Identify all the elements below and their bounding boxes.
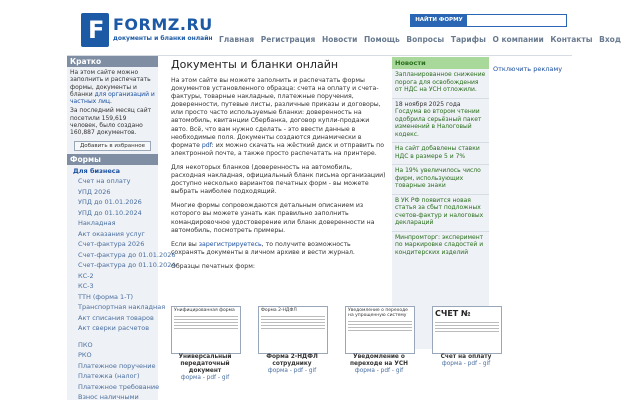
register-link[interactable]: зарегистрируетесь: [198, 240, 262, 248]
nav-register[interactable]: Регистрация: [260, 35, 316, 44]
register-paragraph: [171, 241, 386, 257]
news-item[interactable]: [392, 232, 489, 261]
samples-title: Образцы печатных форм:: [171, 262, 255, 270]
sidebar-item[interactable]: КС-3: [78, 282, 94, 291]
news-item[interactable]: [392, 99, 489, 144]
sidebar-item[interactable]: Счет на оплату: [78, 177, 131, 186]
page: [67, 5, 621, 402]
about-text: На этом сайте можно заполнить и распечатать формы, документы и бланки для организаций и частных лиц. За последний месяц сайт посетили 159,619 человек, было создано 160,887 документов.: [70, 69, 155, 137]
description-paragraph: Многие формы сопровождаются детальным описанием из которого вы можете узнать как правильно заполнить командировочное удостоверение или бланк доверенности на автомобиль, посмотреть примеры.: [171, 202, 375, 234]
nav-tariffs[interactable]: Тарифы: [450, 35, 486, 44]
tagline: документы и бланки онлайн: [113, 35, 213, 42]
sidebar-item-business[interactable]: Для бизнеса: [73, 166, 120, 175]
thumb-upd-links[interactable]: форма - pdf - gif: [180, 375, 230, 381]
sidebar-item[interactable]: Счет-фактура до 01.10.2024: [78, 261, 176, 270]
sidebar-item[interactable]: Акт списания товаров: [78, 313, 154, 322]
news-date: 18 ноября 2025 года: [395, 100, 461, 108]
header: [67, 5, 621, 56]
thumb-2ndfl-links[interactable]: форма - pdf - gif: [267, 368, 317, 374]
nav-about[interactable]: О компании: [492, 35, 544, 44]
thumb-upd[interactable]: [171, 306, 241, 354]
sidebar-item[interactable]: Акт оказания услуг: [78, 229, 145, 238]
news-title[interactable]: В УК РФ появится новая статья за сбыт подложных счетов-фактур и налоговых деклараций: [395, 196, 484, 226]
sidebar-item[interactable]: Платежное поручение: [78, 361, 156, 370]
add-favorites-button[interactable]: Добавить в избранное: [74, 141, 151, 151]
sidebar-item[interactable]: ТТН (форма 1-Т): [78, 292, 134, 301]
news-title[interactable]: Запланированное снижение порога для освобождения от НДС на УСН отложили.: [395, 71, 486, 93]
variants-paragraph: Для некоторых бланков (доверенность на автомобиль, расходная накладная, официальный бланк письма организации) доступно несколько вариантов печатных форм - вы можете выбрать наиболее подходящий.: [171, 163, 386, 196]
news-title[interactable]: На сайт добавлены ставки НДС в размере 5 и 7%: [395, 145, 480, 160]
forms-heading: Формы: [67, 154, 158, 165]
thumb-invoice-caption: [426, 354, 506, 368]
nav-news[interactable]: Новости: [322, 35, 358, 44]
sidebar-item[interactable]: Счет-фактура до 01.01.2026: [78, 250, 176, 259]
search-button[interactable]: НАЙТИ ФОРМУ: [411, 15, 467, 26]
search-input[interactable]: [410, 14, 567, 27]
logo-letter: F: [88, 16, 105, 44]
sample-forms: [171, 306, 566, 400]
disable-ads-link[interactable]: Отключить рекламу: [493, 65, 563, 73]
news-item[interactable]: [392, 195, 489, 232]
intro-text-a: На этом сайте вы можете заполнить и распечатать формы документов установленного образца: счета на оплату и счета-фактуры, товарные накладные, платежные поручения, доверенности, путевые листы, различные приказы и договоры, или просто часто используемые бланки: доверенность на автомобиль, квитанции Сбербанка, договор купли-продажи авто. Всё, что вам нужно сделать - это ввести данные в необходимые поля. Документы создаются динамически в формате: [171, 77, 381, 149]
sidebar-item[interactable]: УПД до 01.01.2026: [78, 198, 142, 207]
main-content: [171, 56, 386, 277]
sidebar-item[interactable]: РКО: [78, 351, 92, 360]
sidebar-item[interactable]: УПД до 01.10.2024: [78, 208, 142, 217]
sidebar-item[interactable]: ПКО: [78, 340, 93, 349]
sidebar-item[interactable]: Взнос наличными: [78, 393, 139, 402]
thumb-upd-title[interactable]: Универсальный передаточный документ: [178, 354, 232, 374]
thumb-invoice-head: СЧЕТ №: [435, 309, 471, 318]
thumb-2ndfl-caption: [252, 354, 332, 375]
news-heading: Новости: [392, 57, 489, 69]
brand-name[interactable]: FORMZ.RU: [113, 15, 213, 34]
nav-help[interactable]: Помощь: [364, 35, 400, 44]
thumb-2ndfl[interactable]: [258, 306, 328, 354]
about-stats: За последний месяц сайт посетили 159,619 человек, было создано 160,887 документов.: [70, 107, 152, 137]
sidebar-item[interactable]: Счет-фактура 2026: [78, 240, 145, 249]
sidebar-item[interactable]: Платежное требование: [78, 382, 160, 391]
nav-login[interactable]: Вход: [599, 35, 621, 44]
thumb-2ndfl-head: Форма 2-НДФЛ: [261, 308, 297, 313]
thumb-usn-head: Уведомление о переходе на упрощенную систему: [348, 308, 408, 318]
sidebar-item[interactable]: Накладная: [78, 219, 116, 228]
news-title[interactable]: Госдума во втором чтении одобрила серьёзный пакет изменений в Налоговый кодекс.: [395, 108, 482, 138]
site-logo[interactable]: [81, 13, 109, 47]
sidebar-item[interactable]: Транспортная накладная: [78, 303, 166, 312]
thumb-invoice[interactable]: [432, 306, 502, 354]
thumb-usn[interactable]: [345, 306, 415, 354]
sidebar-item[interactable]: УПД 2026: [78, 187, 111, 196]
thumb-upd-caption: [165, 354, 245, 382]
news-item[interactable]: [392, 143, 489, 165]
sidebar-item[interactable]: КС-2: [78, 271, 94, 280]
intro-paragraph: [171, 77, 386, 158]
register-text-a: Если вы: [171, 240, 197, 248]
sidebar: [67, 56, 176, 402]
thumb-2ndfl-title[interactable]: Форма 2-НДФЛ сотруднику: [266, 354, 318, 367]
nav-questions[interactable]: Вопросы: [406, 35, 445, 44]
about-text-1: На этом сайте можно заполнить и распечатать формы, документы и бланки: [70, 69, 151, 98]
thumb-usn-title[interactable]: Уведомление о переходе на УСН: [350, 354, 408, 367]
main-nav: [219, 35, 625, 44]
page-title: Документы и бланки онлайн: [171, 58, 339, 71]
nav-home[interactable]: Главная: [219, 35, 255, 44]
thumb-invoice-title[interactable]: Счет на оплату: [440, 354, 492, 360]
news-title[interactable]: На 19% увеличилось число фирм, использующих товарные знаки: [395, 167, 481, 189]
forms-list: [67, 165, 176, 404]
nav-contacts[interactable]: Контакты: [550, 35, 593, 44]
about-heading: Кратко: [67, 56, 158, 67]
thumb-usn-caption: [339, 354, 419, 375]
thumb-upd-head: Унифицированная форма: [174, 308, 235, 313]
news-item[interactable]: [392, 69, 489, 99]
intro-text-b: : их можно скачать на жёсткий диск и отправить по электронной почте, а также просто распечатать на принтере.: [171, 141, 384, 157]
thumb-usn-links[interactable]: форма - pdf - gif: [354, 368, 404, 374]
register-text-b: , то получите возможность сохранять документы в личном архиве и вести журнал.: [171, 240, 355, 256]
sidebar-item[interactable]: Акт сверки расчетов: [78, 324, 150, 333]
pdf-link[interactable]: pdf: [201, 141, 212, 149]
sidebar-item[interactable]: Платежка (налог): [78, 372, 140, 381]
thumb-invoice-links[interactable]: форма - pdf - gif: [441, 361, 491, 367]
news-item[interactable]: [392, 165, 489, 195]
news-title[interactable]: Минпромторг: эксперимент по маркировке сладостей и кондитерских изделий: [395, 233, 484, 256]
about-link[interactable]: для организаций и частных лиц: [70, 90, 155, 106]
